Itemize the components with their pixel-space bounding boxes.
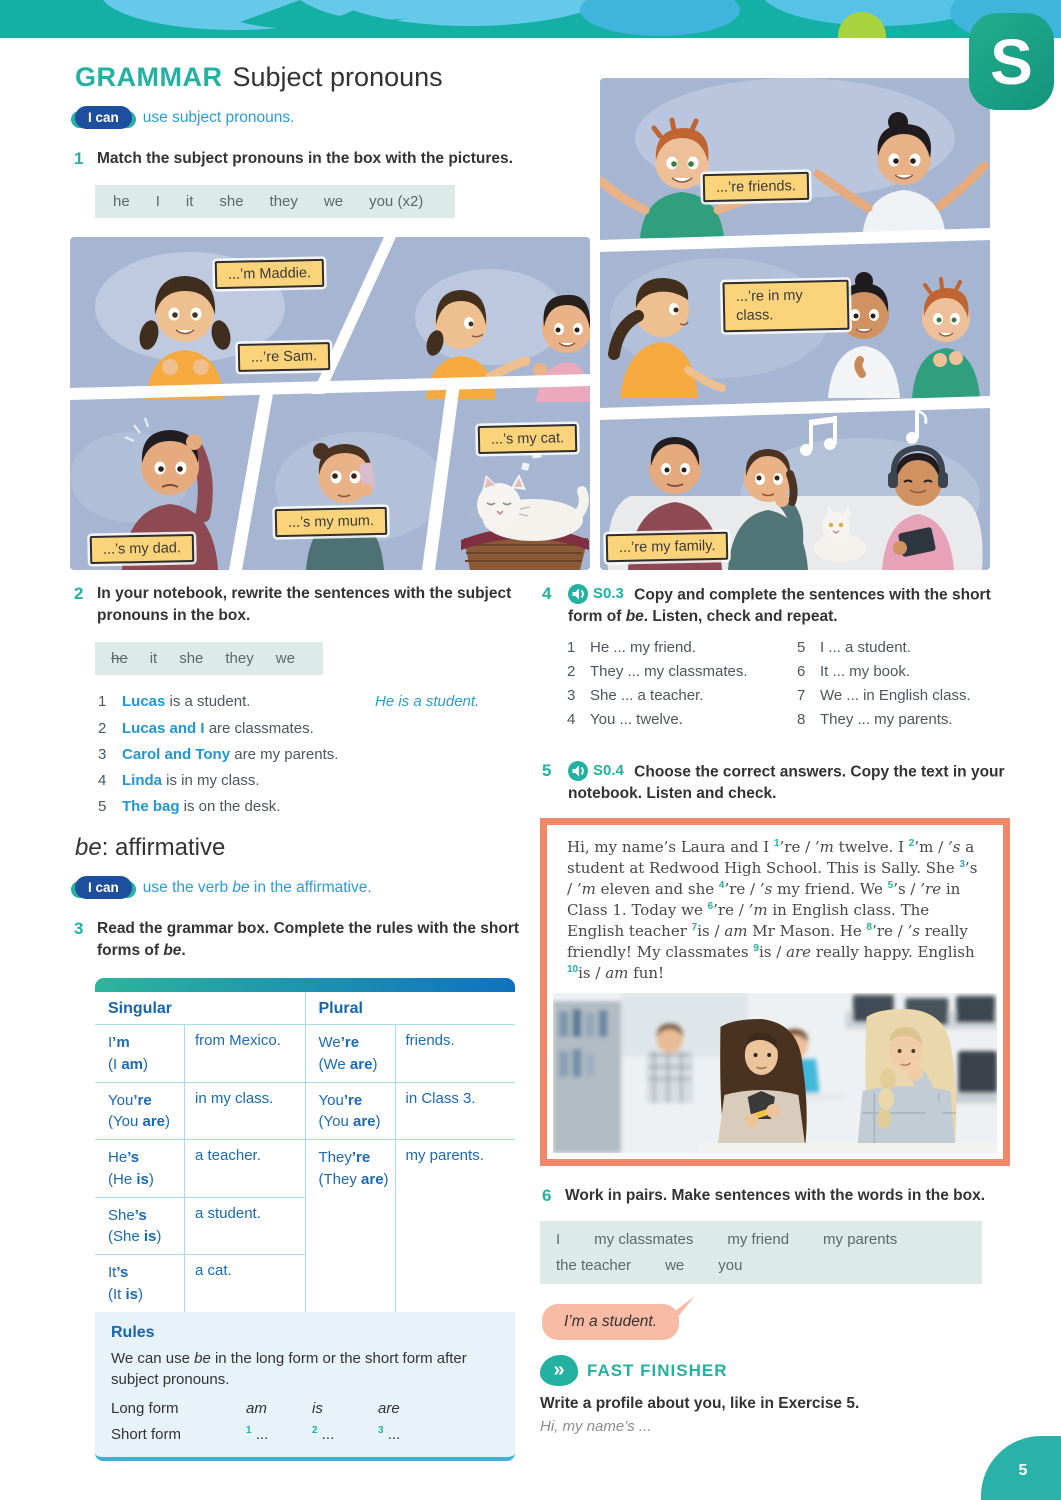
exercise-3-heading (72, 918, 524, 961)
gap-sentence (795, 637, 1010, 659)
pronoun-word: they (225, 650, 254, 668)
wave-pattern (0, 0, 1061, 38)
table-row (95, 1140, 305, 1198)
ex4-items-right (795, 637, 1010, 734)
example-phrase: in my class. (195, 1089, 274, 1107)
exercise-5-heading (540, 760, 1010, 805)
subject-phrase: Lucas and I (122, 719, 205, 737)
exercise-number: 6 (542, 1186, 552, 1205)
item-number: 5 (797, 638, 806, 656)
grammar-section-title: be: affirmative (75, 834, 226, 861)
pronoun-word: we (323, 193, 344, 210)
exercise-5-instruction: Choose the correct answers. Copy the text in your notebook. Listen and check. (568, 763, 1005, 803)
fast-finisher-heading (540, 1355, 1010, 1386)
short-form-gap: $^1$ ... (246, 1425, 269, 1443)
example-phrase: a cat. (195, 1262, 232, 1279)
unit-letter-badge: S (969, 13, 1054, 110)
pronoun-word: you (x2) (369, 193, 424, 210)
gap-sentence (795, 661, 1010, 683)
exercise-number: 5 (542, 761, 552, 780)
item-number: 2 (567, 663, 576, 681)
contraction-form: He’s (He is) (95, 1140, 185, 1197)
table-row (306, 1140, 516, 1312)
ican-text: use the verb be in the affirmative. (142, 878, 372, 896)
plural-column (306, 992, 516, 1312)
singular-column (95, 992, 306, 1312)
long-form-row (111, 1400, 499, 1417)
reading-text: Hi, my name’s Laura and I $^1$’re / ’m twelve. I $^2$’m / ’s a student at Redwood High School. This is Sally. She $^3$’s / ’m eleven and she $^4$’re / ’s my friend. We $^5$’s / ’re in Class 1. Today we $^6$’re / ’m in English class. The English teacher $^7$is / am Mr Mason. He $^8$’re / ’s really friendly! My classmates $^9$is / are really happy. English $^{10}$is / am fun! (567, 838, 978, 982)
ex2-word-box (95, 642, 323, 675)
ex4-items-left (565, 637, 795, 734)
item-number: 5 (98, 798, 107, 816)
classroom-photo (553, 993, 997, 1153)
topic-title: Subject pronouns (232, 62, 443, 92)
page-number: 5 (981, 1436, 1061, 1500)
rules-title: Rules (111, 1323, 155, 1341)
speech-bubble-sam: ...’re Sam. (238, 342, 331, 372)
fast-finisher-hint: Hi, my name’s ... (540, 1418, 652, 1435)
item-number: 7 (797, 687, 806, 705)
reading-text-box (540, 818, 1010, 1166)
top-decorative-band (0, 0, 1061, 38)
pronoun-word: we (275, 650, 295, 668)
subject-phrase: Carol and Tony (122, 745, 231, 763)
speech-bubble-class: ...’re in my class. (722, 280, 849, 332)
gap-sentence (565, 661, 795, 683)
pronoun-word: I (155, 193, 160, 210)
exercise-6-instruction: Work in pairs. Make sentences with the words in the box. (565, 1187, 986, 1204)
ican-statement-2 (75, 876, 372, 899)
long-form-label: Long form (111, 1400, 179, 1417)
exercise-1 (72, 148, 532, 170)
long-form-value: am (246, 1400, 267, 1417)
item-number: 6 (797, 663, 806, 681)
sentence-rest: is in my class. (162, 772, 260, 790)
long-form-value: is (312, 1400, 323, 1417)
subject-phrase: Lucas (122, 693, 166, 711)
exercise-2-instruction: In your notebook, rewrite the sentences with the subject pronouns in the box. (97, 585, 512, 624)
rules-body: We can use be in the long form or the short form after subject pronouns. (111, 1349, 467, 1389)
prompt-word: my friend (727, 1230, 790, 1248)
table-row (95, 1198, 305, 1256)
classroom-photo-illustration (553, 993, 997, 1153)
sentence-text: You ... twelve. (590, 711, 683, 729)
sentence-item (72, 716, 524, 742)
exercise-3-instruction: Read the grammar box. Complete the rules with the short forms of be. (97, 920, 520, 959)
exercise-6-heading (540, 1185, 1010, 1207)
pronoun-word: she (219, 193, 244, 210)
pronoun-word: he (111, 650, 128, 668)
contraction-form: I’m (I am) (95, 1025, 185, 1082)
example-phrase: friends. (405, 1032, 455, 1049)
plural-header: Plural (306, 992, 516, 1025)
exercise-number: 2 (74, 584, 84, 603)
prompt-word: you (718, 1256, 743, 1274)
pronoun-word: he (113, 193, 130, 210)
ican-badge (75, 106, 132, 129)
exercise-5 (540, 760, 1010, 805)
ex6-word-box (540, 1221, 982, 1284)
speech-bubble-dad: ...’s my dad. (90, 534, 194, 564)
sentence-rest: is on the desk. (179, 798, 281, 816)
gap-sentence (795, 709, 1010, 731)
section-label: GRAMMAR (75, 62, 223, 92)
ican-statement-1 (75, 106, 294, 129)
audio-track-code: S0.3 (593, 585, 624, 602)
item-number: 1 (567, 638, 576, 656)
table-row (306, 1083, 516, 1141)
grammar-box (95, 978, 515, 1461)
gap-sentence (565, 709, 795, 731)
pronoun-word: it (149, 650, 158, 668)
sentence-rest: are my parents. (230, 745, 339, 763)
ican-label: I can (75, 106, 132, 129)
audio-chip (568, 760, 624, 781)
exercise-4-heading (540, 583, 1010, 628)
sentence-item (72, 794, 524, 820)
sentence-text: She ... a teacher. (590, 687, 704, 705)
item-number: 4 (98, 772, 107, 790)
item-number: 3 (567, 687, 576, 705)
sentence-text: They ... my classmates. (590, 663, 748, 681)
table-row (95, 1025, 305, 1083)
pronoun-word: she (179, 650, 204, 668)
grammar-box-header-bar (95, 978, 515, 992)
sentence-text: It ... my book. (820, 663, 911, 681)
contraction-form: You’re (You are) (306, 1083, 396, 1140)
ex1-word-box (95, 185, 455, 218)
prompt-word: the teacher (556, 1256, 632, 1274)
subject-phrase: Linda (122, 772, 162, 790)
ican-badge (75, 876, 132, 899)
fast-forward-icon: » (540, 1355, 578, 1386)
item-number: 2 (98, 719, 107, 737)
item-number: 4 (567, 711, 576, 729)
prompt-word: my parents (823, 1230, 898, 1248)
audio-track-code: S0.4 (593, 762, 624, 779)
speaker-icon (568, 584, 588, 604)
contraction-form: It’s (It is) (95, 1255, 185, 1312)
pronoun-word: they (269, 193, 298, 210)
speech-bubble-maddie: ...’m Maddie. (215, 259, 325, 289)
ican-label: I can (75, 876, 132, 899)
exercise-2-heading (72, 583, 524, 626)
fast-finisher-title: FAST FINISHER (587, 1360, 728, 1380)
exercise-6 (540, 1185, 1010, 1340)
exercise-4 (540, 583, 1010, 734)
gap-sentence (565, 685, 795, 707)
gap-sentence (795, 685, 1010, 707)
exercise-3 (72, 918, 524, 961)
contraction-form: You’re (You are) (95, 1083, 185, 1140)
speech-bubble-cat: ...’s my cat. (478, 424, 578, 454)
pronoun-word: it (185, 193, 194, 210)
speech-bubble-friends: ...’re friends. (703, 172, 809, 202)
singular-header: Singular (95, 992, 305, 1025)
contraction-form: We’re (We are) (306, 1025, 396, 1082)
sentence-text: We ... in English class. (820, 687, 971, 705)
example-answer: He is a student. (375, 693, 480, 711)
sentence-rest: is a student. (165, 693, 251, 711)
example-phrase: a student. (195, 1204, 261, 1222)
speaker-icon (568, 761, 588, 781)
item-number: 8 (797, 711, 806, 729)
grammar-table (95, 992, 515, 1312)
ican-text: use subject pronouns. (142, 108, 295, 126)
short-form-row (111, 1426, 499, 1443)
short-form-gap: $^3$ ... (378, 1425, 401, 1443)
long-form-value: are (378, 1400, 400, 1417)
rules-box (95, 1312, 515, 1462)
exercise-4-instruction: Copy and complete the sentences with the short form of be. Listen, check and repeat. (568, 586, 991, 626)
ex2-sentence-list (72, 689, 524, 820)
table-row (95, 1083, 305, 1141)
girl-blonde (857, 1009, 957, 1153)
ex4-items (540, 637, 1010, 734)
contraction-form: They’re (They are) (306, 1140, 396, 1312)
example-speech-bubble: I’m a student. (542, 1304, 679, 1340)
contraction-form: She’s (She is) (95, 1198, 185, 1255)
prompt-word: we (665, 1256, 685, 1274)
sentence-text: They ... my parents. (820, 711, 953, 729)
exercise-2 (72, 583, 524, 821)
example-phrase: in Class 3. (405, 1089, 476, 1107)
comic-strip-left (70, 237, 590, 570)
item-number: 3 (98, 745, 107, 763)
exercise-1-heading (72, 148, 532, 170)
fast-finisher-task: Write a profile about you, like in Exercise 5. (540, 1395, 860, 1412)
item-number: 1 (98, 693, 107, 711)
example-phrase: a teacher. (195, 1147, 261, 1164)
sentence-text: He ... my friend. (590, 638, 696, 656)
table-row (95, 1255, 305, 1312)
short-form-gap: $^2$ ... (312, 1425, 335, 1443)
example-phrase: from Mexico. (195, 1032, 281, 1049)
audio-chip (568, 583, 624, 604)
girl-dark-hair (717, 1019, 807, 1153)
comic-strip-right (600, 78, 990, 570)
table-row (306, 1025, 516, 1083)
exercise-number: 4 (542, 584, 552, 603)
sentence-item (72, 768, 524, 794)
subject-phrase: The bag (122, 798, 180, 816)
page-title (75, 62, 443, 93)
sentence-item (72, 742, 524, 768)
prompt-word: I (556, 1230, 561, 1248)
sentence-text: I ... a student. (820, 638, 911, 656)
sentence-rest: are classmates. (204, 719, 314, 737)
short-form-label: Short form (111, 1426, 182, 1443)
speech-bubble-family: ...’re my family. (606, 532, 729, 563)
sentence-item (72, 689, 524, 715)
fast-finisher (540, 1355, 1010, 1435)
speech-bubble-mum: ...’s my mum. (275, 507, 387, 537)
exercise-1-instruction: Match the subject pronouns in the box with the pictures. (97, 150, 513, 167)
exercise-number: 3 (74, 919, 84, 938)
gap-sentence (565, 637, 795, 659)
exercise-number: 1 (74, 149, 84, 168)
prompt-word: my classmates (594, 1230, 694, 1248)
example-phrase: my parents. (405, 1147, 484, 1164)
